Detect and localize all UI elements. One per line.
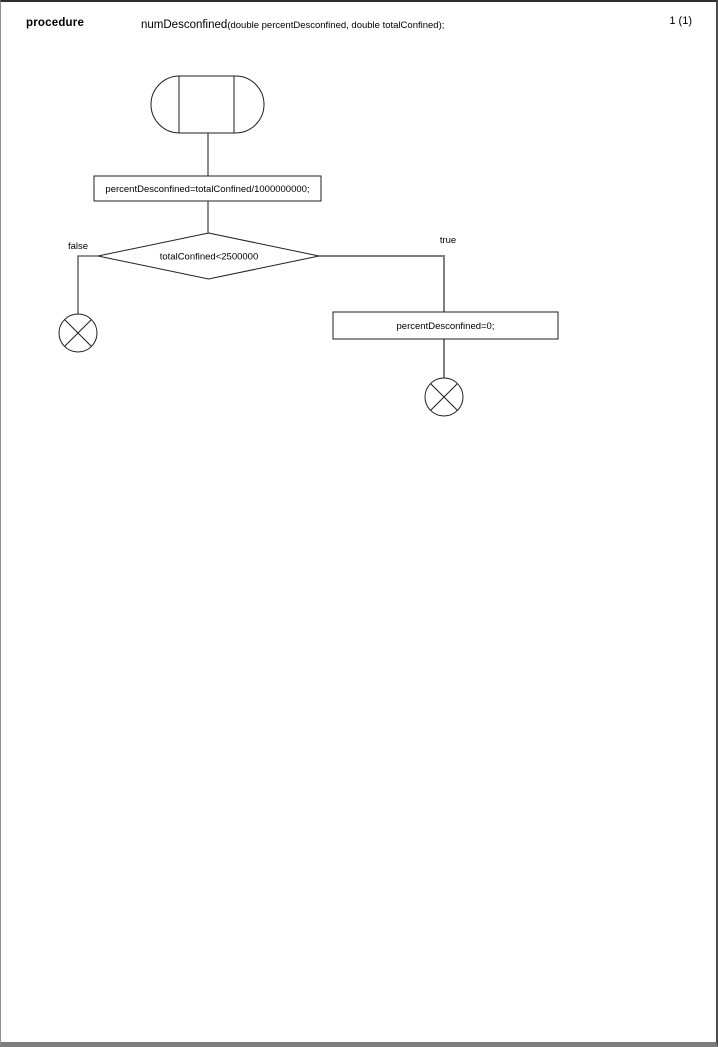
procedure-name: numDesconfined [141,19,228,31]
true-branch-label: true [439,235,457,246]
start-symbol-icon [151,76,264,133]
process2-text: percentDesconfined=0; [396,321,495,332]
end-terminator-icon-right [425,378,463,416]
decision-condition-text: totalConfined<2500000 [159,251,259,263]
end-terminator-icon-left [59,314,97,352]
procedure-kind-label: procedure [26,17,85,29]
connector-false-branch [78,256,98,314]
flowchart-canvas [1,2,716,1042]
process1-text: percentDesconfined=totalConfined/1000000000; [105,184,310,195]
false-branch-label: false [67,241,89,252]
decision-node [98,233,319,279]
process-node-assignment [94,176,321,201]
page-number: 1 (1) [669,15,692,27]
connector-true-branch [319,256,444,312]
process-node-zero-assignment [333,312,558,339]
procedure-params: (double percentDesconfined, double totalConfined); [227,20,445,31]
